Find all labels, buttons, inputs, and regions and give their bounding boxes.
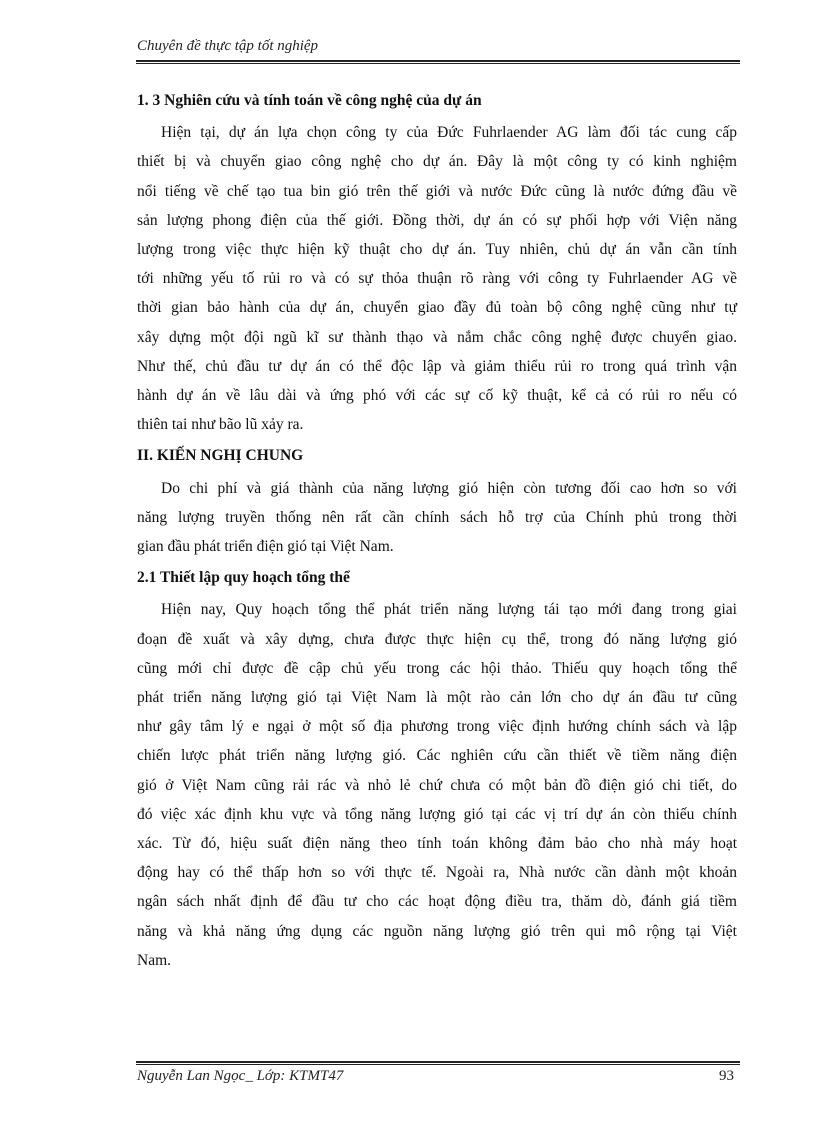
text-line: cũng mới chỉ được đề cập chủ yếu trong các hội thảo. Thiếu quy hoạch tổng thể [137,659,737,677]
text-line: Hiện tại, dự án lựa chọn công ty của Đức Fuhrlaender AG làm đối tác cung cấp [161,124,737,142]
text-line: xác. Từ đó, hiệu suất điện năng theo tính toán không đảm bảo cho nhà máy hoạt [137,835,737,853]
paragraph [137,474,737,562]
text-line: hành dự án về lâu dài và ứng phó với các sự cố kỹ thuật, kể cả có rủi ro nếu có [137,387,737,405]
text-line: thiên tai như bão lũ xảy ra. [137,416,304,434]
text-line: Hiện nay, Quy hoạch tổng thể phát triển năng lượng tái tạo mới đang trong giai [161,601,737,619]
footer-author: Nguyễn Lan Ngọc_ Lớp: KTMT47 [137,1068,344,1084]
text-line: Nam. [137,951,172,969]
text-line: Như thế, chủ đầu tư dự án có thể độc lập và giảm thiểu rủi ro trong quá trình vận [137,357,737,375]
text-line: ngân sách nhất định để đầu tư cho các hoạt động điều tra, thăm dò, đánh giá tiềm [137,893,737,911]
running-header: Chuyên đề thực tập tốt nghiệp [137,38,319,54]
text-line: năng lượng truyền thống nên rất cần chính sách hỗ trợ của Chính phủ trong thời [137,508,737,526]
text-line: động hay có thể thấp hơn so với thực tế. Ngoài ra, Nhà nước cần dành một khoản [137,864,737,882]
text-line: lượng trong việc thực hiện kỹ thuật cho dự án. Tuy nhiên, chủ dự án vẫn cần tính [137,241,737,259]
section-heading: 1. 3 Nghiên cứu và tính toán về công nghệ của dự án [137,92,482,109]
section-heading: II. KIẾN NGHỊ CHUNG [137,447,304,465]
section-heading: 2.1 Thiết lập quy hoạch tổng thể [137,569,350,587]
text-line: đoạn đề xuất và xây dựng, chưa được thực hiện cụ thể, trong đó năng lượng gió [137,630,737,648]
paragraph [137,118,737,439]
page-number: 93 [719,1068,734,1084]
text-line: gian đầu phát triển điện gió tại Việt Nam. [137,538,394,556]
text-line: nổi tiếng về chế tạo tua bin gió trên thế giới và nước Đức cũng là nước đứng đầu về [137,182,737,200]
text-line: tới những yếu tố rủi ro và có sự thỏa thuận rõ ràng với công ty Fuhrlaender AG về [137,270,737,288]
paragraph [137,595,737,975]
text-line: đó việc xác định khu vực và tổng năng lượng gió tại các vị trí dự án còn thiếu chính [137,805,737,823]
text-line: phát triển năng lượng gió tại Việt Nam là một rào cản lớn cho dự án đầu tư cũng [137,689,737,707]
text-line: Do chi phí và giá thành của năng lượng gió hiện còn tương đối cao hơn so với [161,479,737,497]
text-line: gió ở Việt Nam cũng rải rác và nhỏ lẻ chứ chưa có một bản đồ điện gió chi tiết, do [137,776,737,794]
footer-rule [136,1061,740,1065]
text-line: sản lượng phong điện của thế giới. Đồng thời, dự án có sự phối hợp với Viện năng [137,211,737,229]
document-body [137,80,737,975]
header-rule [136,60,740,64]
text-line: như gây tâm lý e ngại ở một số địa phương trong việc định hướng chính sách và lập [137,718,737,736]
text-line: thiết bị và chuyển giao công nghệ cho dự án. Đây là một công ty có kinh nghiệm [137,153,737,171]
text-line: thời gian bảo hành của dự án, chuyển giao đầy đủ toàn bộ công nghệ cũng như tự [137,299,737,317]
text-line: xây dựng một đội ngũ kĩ sư thành thạo và nắm chắc công nghệ được chuyển giao. [137,328,737,346]
text-line: chiến lược phát triển năng lượng gió. Các nghiên cứu cần thiết về tiềm năng điện [137,747,737,765]
text-line: năng và khả năng ứng dụng các nguồn năng lượng gió trên qui mô rộng tại Việt [137,922,737,940]
